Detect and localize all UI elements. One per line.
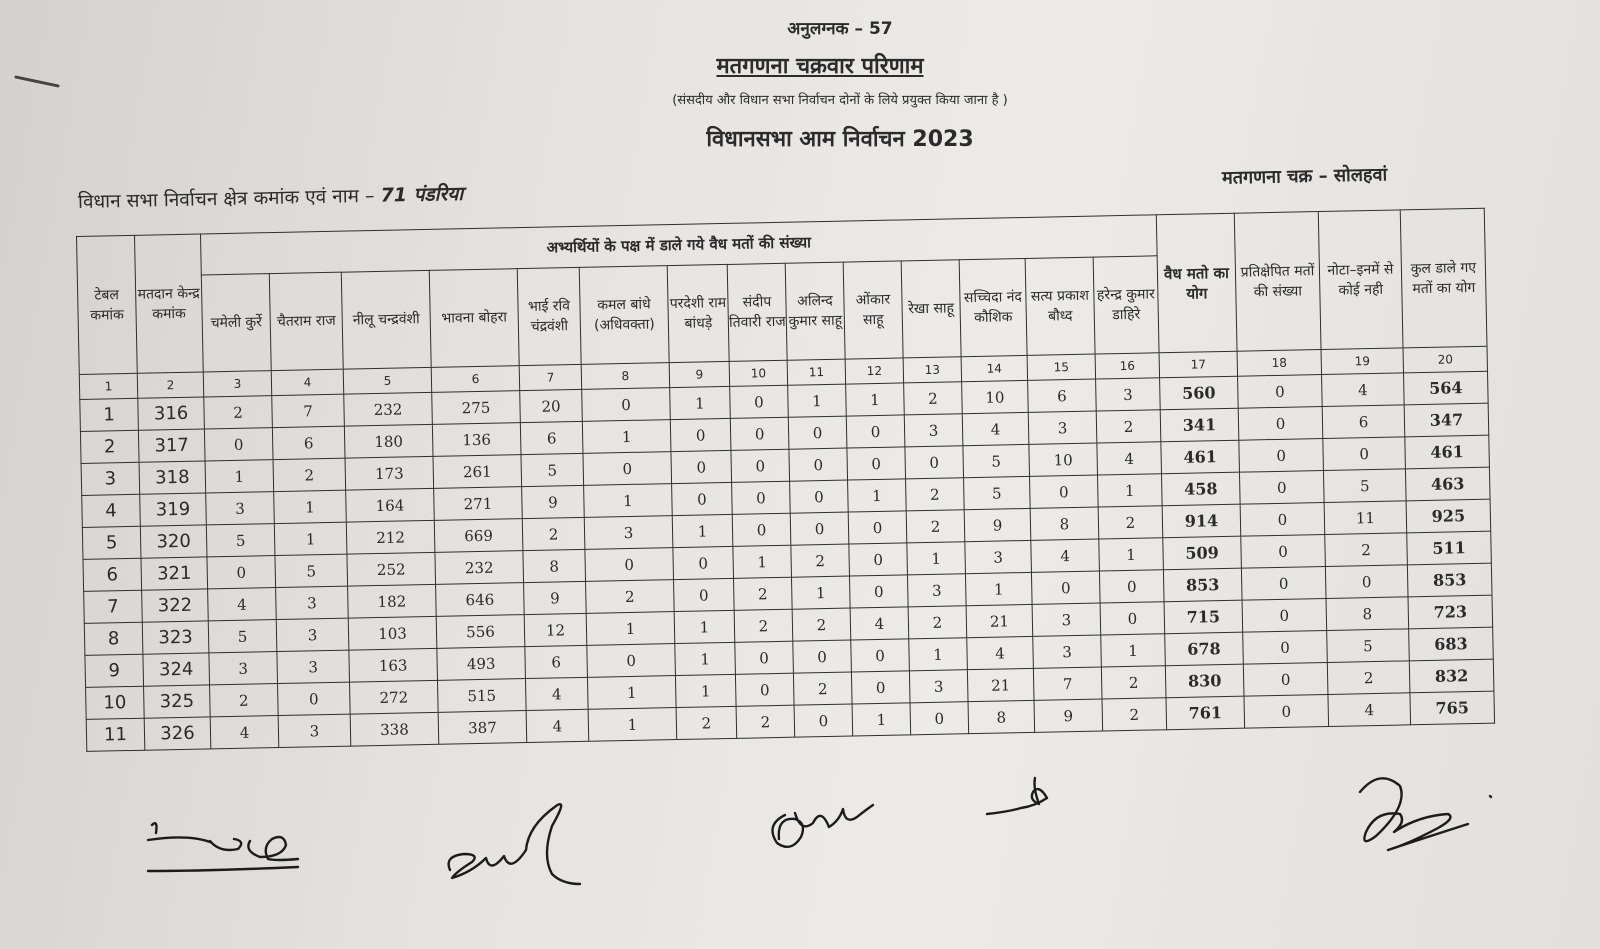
table-cell: 0 bbox=[583, 452, 672, 486]
table-cell: 2 bbox=[210, 684, 279, 717]
signature-1 bbox=[140, 815, 310, 885]
table-cell: 2 bbox=[204, 396, 273, 429]
table-cell: 323 bbox=[142, 621, 209, 654]
table-cell: 341 bbox=[1160, 408, 1239, 442]
table-cell: 7 bbox=[84, 590, 143, 623]
column-number-10: 10 bbox=[729, 360, 787, 386]
table-cell: 3 bbox=[209, 652, 278, 685]
table-cell: 1 bbox=[846, 383, 905, 416]
table-cell: 136 bbox=[432, 423, 521, 457]
table-cell: 1 bbox=[791, 576, 850, 609]
header-candidate-3: नीलू चन्द्रवंशी bbox=[341, 270, 431, 369]
table-cell: 2 bbox=[793, 672, 852, 705]
table-cell: 511 bbox=[1407, 531, 1492, 565]
election-name: विधानसभा आम निर्वाचन 2023 bbox=[706, 127, 974, 152]
table-cell: 1 bbox=[1101, 634, 1166, 667]
table-cell: 4 bbox=[1328, 693, 1411, 727]
table-cell: 3 bbox=[277, 650, 350, 683]
table-cell: 4 bbox=[1031, 539, 1100, 572]
table-cell: 853 bbox=[1163, 568, 1242, 602]
table-cell: 5 bbox=[206, 524, 275, 557]
table-cell: 3 bbox=[1032, 603, 1101, 636]
table-cell: 3 bbox=[278, 714, 351, 747]
table-cell: 2 bbox=[522, 517, 585, 550]
document-title bbox=[20, 50, 1600, 80]
table-cell: 8 bbox=[1030, 507, 1099, 540]
table-cell: 1 bbox=[274, 490, 347, 523]
table-cell: 7 bbox=[272, 394, 345, 427]
table-cell: 2 bbox=[273, 458, 346, 491]
table-cell: 326 bbox=[144, 717, 211, 750]
table-cell: 0 bbox=[851, 671, 910, 704]
column-number-19: 19 bbox=[1321, 348, 1403, 375]
table-cell: 5 bbox=[963, 444, 1030, 477]
annex-label: अनुलग्नक – 57 bbox=[787, 19, 893, 39]
header-table-no: टेबल कमांक bbox=[77, 235, 138, 374]
table-cell: 1 bbox=[674, 610, 735, 643]
table-cell: 0 bbox=[207, 556, 276, 589]
constituency-label: विधान सभा निर्वाचन क्षेत्र कमांक एवं नाम – bbox=[77, 184, 375, 213]
table-cell: 1 bbox=[205, 460, 274, 493]
column-number-9: 9 bbox=[669, 361, 729, 387]
column-number-5: 5 bbox=[343, 367, 431, 394]
table-cell: 4 bbox=[525, 677, 588, 710]
table-cell: 0 bbox=[204, 428, 273, 461]
table-cell: 0 bbox=[788, 416, 847, 449]
column-number-12: 12 bbox=[845, 358, 903, 384]
table-cell: 0 bbox=[790, 512, 849, 545]
signature-2 bbox=[440, 800, 600, 890]
header-candidate-5: भाई रवि चंद्रवंशी bbox=[517, 267, 581, 365]
usage-note: (संसदीय और विधान सभा निर्वाचन दोनों के लिये प्रयुक्त किया जाना है ) bbox=[672, 93, 1008, 108]
column-number-4: 4 bbox=[271, 369, 343, 395]
table-cell: 182 bbox=[348, 584, 437, 618]
table-cell: 1 bbox=[848, 479, 907, 512]
table-cell: 1 bbox=[788, 384, 847, 417]
table-cell: 0 bbox=[905, 446, 964, 479]
table-cell: 5 bbox=[964, 476, 1031, 509]
table-cell: 683 bbox=[1409, 627, 1494, 661]
table-cell: 164 bbox=[346, 488, 435, 522]
table-cell: 8 bbox=[84, 622, 143, 655]
table-cell: 8 bbox=[1326, 597, 1409, 631]
table-cell: 0 bbox=[672, 482, 733, 515]
table-cell: 0 bbox=[735, 641, 794, 674]
title-text: मतगणना चक्रवार परिणाम bbox=[716, 54, 924, 79]
column-number-2: 2 bbox=[137, 372, 203, 398]
table-cell: 0 bbox=[1238, 375, 1323, 409]
table-cell: 1 bbox=[1099, 538, 1164, 571]
table-cell: 3 bbox=[1033, 635, 1102, 668]
table-cell: 0 bbox=[1243, 630, 1328, 664]
header-candidate-13: सत्य प्रकाश बौध्द bbox=[1025, 257, 1095, 355]
table-cell: 9 bbox=[964, 508, 1031, 541]
table-cell: 6 bbox=[83, 558, 142, 591]
header-candidate-6: कमल बांधे (अधिवक्ता) bbox=[579, 266, 669, 365]
table-cell: 0 bbox=[848, 511, 907, 544]
results-table-wrapper bbox=[76, 208, 1495, 752]
table-cell: 11 bbox=[1324, 501, 1407, 535]
table-cell: 723 bbox=[1408, 595, 1493, 629]
table-cell: 4 bbox=[1322, 373, 1405, 407]
table-cell: 0 bbox=[1244, 694, 1329, 728]
table-cell: 914 bbox=[1162, 504, 1241, 538]
table-cell: 1 bbox=[675, 674, 736, 707]
table-cell: 275 bbox=[432, 391, 521, 425]
table-cell: 0 bbox=[673, 546, 734, 579]
table-cell: 0 bbox=[732, 513, 791, 546]
table-cell: 12 bbox=[524, 613, 587, 646]
table-cell: 232 bbox=[435, 551, 524, 585]
table-cell: 0 bbox=[1031, 571, 1100, 604]
table-cell: 832 bbox=[1409, 659, 1494, 693]
table-cell: 1 bbox=[965, 572, 1032, 605]
header-polling-station: मतदान केन्द्र कमांक bbox=[134, 234, 203, 373]
table-cell: 317 bbox=[138, 429, 205, 462]
table-cell: 1 bbox=[675, 642, 736, 675]
table-cell: 0 bbox=[849, 543, 908, 576]
table-cell: 212 bbox=[346, 520, 435, 554]
table-cell: 1 bbox=[670, 386, 731, 419]
table-cell: 3 bbox=[965, 540, 1032, 573]
table-cell: 0 bbox=[585, 548, 674, 582]
table-cell: 0 bbox=[1099, 570, 1164, 603]
table-cell: 173 bbox=[345, 456, 434, 490]
table-cell: 0 bbox=[731, 449, 790, 482]
table-cell: 1 bbox=[587, 676, 676, 710]
column-number-7: 7 bbox=[519, 364, 581, 390]
table-cell: 2 bbox=[1096, 410, 1161, 443]
header-candidate-1: चमेली कुर्रे bbox=[201, 274, 271, 372]
table-cell: 8 bbox=[968, 700, 1035, 733]
table-cell: 0 bbox=[1242, 598, 1327, 632]
table-cell: 319 bbox=[140, 493, 207, 526]
column-number-14: 14 bbox=[961, 355, 1027, 381]
table-cell: 3 bbox=[909, 670, 968, 703]
table-cell: 0 bbox=[1239, 471, 1324, 505]
table-cell: 2 bbox=[734, 577, 793, 610]
table-cell: 324 bbox=[143, 653, 210, 686]
column-number-6: 6 bbox=[431, 366, 519, 393]
table-cell: 1 bbox=[586, 612, 675, 646]
table-cell: 1 bbox=[672, 514, 733, 547]
table-cell: 765 bbox=[1410, 691, 1495, 725]
table-cell: 0 bbox=[674, 578, 735, 611]
table-cell: 4 bbox=[1097, 442, 1162, 475]
table-cell: 252 bbox=[347, 552, 436, 586]
table-cell: 515 bbox=[437, 679, 526, 713]
table-cell: 4 bbox=[82, 494, 141, 527]
table-cell: 5 bbox=[208, 620, 277, 653]
table-cell: 761 bbox=[1166, 696, 1245, 730]
header-nota: नोटा–इनमें से कोई नही bbox=[1318, 210, 1403, 350]
table-cell: 325 bbox=[144, 685, 211, 718]
results-table bbox=[76, 208, 1495, 752]
table-cell: 4 bbox=[208, 588, 277, 621]
table-cell: 1 bbox=[733, 545, 792, 578]
table-cell: 0 bbox=[671, 450, 732, 483]
table-cell: 8 bbox=[523, 549, 586, 582]
header-candidate-9: अलिन्द कुमार साहू bbox=[785, 262, 845, 360]
table-cell: 0 bbox=[851, 639, 910, 672]
table-cell: 5 bbox=[275, 554, 348, 587]
table-cell: 1 bbox=[80, 398, 139, 431]
table-cell: 1 bbox=[584, 484, 673, 518]
table-cell: 387 bbox=[438, 711, 527, 745]
table-cell: 320 bbox=[140, 525, 207, 558]
table-cell: 0 bbox=[1030, 475, 1099, 508]
table-cell: 2 bbox=[906, 478, 965, 511]
signature-5 bbox=[1340, 770, 1510, 860]
table-cell: 10 bbox=[1029, 443, 1098, 476]
table-cell: 6 bbox=[525, 645, 588, 678]
column-number-3: 3 bbox=[203, 371, 271, 397]
table-cell: 0 bbox=[670, 418, 731, 451]
table-cell: 7 bbox=[1033, 667, 1102, 700]
header-grand-total: कुल डाले गए मतों का योग bbox=[1400, 208, 1487, 348]
table-cell: 830 bbox=[1165, 664, 1244, 698]
table-cell: 9 bbox=[524, 581, 587, 614]
table-cell: 2 bbox=[792, 608, 851, 641]
table-cell: 458 bbox=[1161, 472, 1240, 506]
table-cell: 5 bbox=[1323, 469, 1406, 503]
table-cell: 0 bbox=[587, 644, 676, 678]
table-cell: 6 bbox=[520, 421, 583, 454]
table-cell: 9 bbox=[1034, 699, 1103, 732]
table-cell: 1 bbox=[909, 638, 968, 671]
signature-4 bbox=[985, 770, 1065, 830]
table-cell: 180 bbox=[344, 424, 433, 458]
table-cell: 2 bbox=[736, 705, 795, 738]
table-cell: 0 bbox=[582, 388, 671, 422]
table-cell: 5 bbox=[1327, 629, 1410, 663]
table-cell: 6 bbox=[1322, 405, 1405, 439]
column-number-13: 13 bbox=[903, 357, 961, 383]
header-candidate-11: रेखा साहू bbox=[901, 260, 961, 358]
table-cell: 0 bbox=[1100, 602, 1165, 635]
table-cell: 0 bbox=[732, 481, 791, 514]
table-cell: 2 bbox=[906, 510, 965, 543]
table-cell: 0 bbox=[735, 673, 794, 706]
table-cell: 0 bbox=[794, 704, 853, 737]
table-cell: 4 bbox=[850, 607, 909, 640]
table-cell: 556 bbox=[436, 615, 525, 649]
table-cell: 0 bbox=[846, 415, 905, 448]
table-cell: 0 bbox=[730, 417, 789, 450]
table-cell: 0 bbox=[849, 575, 908, 608]
table-cell: 1 bbox=[588, 708, 677, 742]
table-cell: 261 bbox=[433, 455, 522, 489]
table-cell: 0 bbox=[1323, 437, 1406, 471]
table-cell: 1 bbox=[907, 542, 966, 575]
table-cell: 0 bbox=[1243, 662, 1328, 696]
column-number-15: 15 bbox=[1027, 354, 1095, 380]
table-cell: 2 bbox=[1327, 661, 1410, 695]
header-candidate-2: चैतराम राज bbox=[269, 272, 343, 370]
column-number-17: 17 bbox=[1159, 351, 1237, 378]
table-cell: 20 bbox=[520, 389, 583, 422]
header-candidate-14: हरेन्द्र कुमार डाहिरे bbox=[1093, 256, 1159, 354]
table-cell: 5 bbox=[82, 526, 141, 559]
table-cell: 3 bbox=[907, 574, 966, 607]
table-cell: 2 bbox=[791, 544, 850, 577]
table-cell: 2 bbox=[734, 609, 793, 642]
table-cell: 6 bbox=[272, 426, 345, 459]
table-cell: 4 bbox=[967, 636, 1034, 669]
table-cell: 669 bbox=[434, 519, 523, 553]
table-cell: 6 bbox=[1028, 379, 1097, 412]
table-cell: 678 bbox=[1165, 632, 1244, 666]
table-cell: 11 bbox=[86, 718, 145, 751]
table-cell: 2 bbox=[1102, 698, 1167, 731]
table-cell: 853 bbox=[1407, 563, 1492, 597]
header-candidate-votes-group: अभ्यर्थियों के पक्ष में डाले गये वैध मतों की संख्या bbox=[200, 215, 1157, 275]
header-candidate-12: सच्चिदा नंद कौशिक bbox=[959, 258, 1027, 356]
table-cell: 0 bbox=[847, 447, 906, 480]
table-cell: 461 bbox=[1161, 440, 1240, 474]
constituency-line bbox=[78, 180, 464, 214]
table-cell: 21 bbox=[967, 668, 1034, 701]
table-cell: 0 bbox=[790, 480, 849, 513]
table-cell: 1 bbox=[852, 703, 911, 736]
header-valid-total: वैध मतो का योग bbox=[1156, 213, 1237, 353]
table-cell: 0 bbox=[1241, 566, 1326, 600]
table-cell: 9 bbox=[522, 485, 585, 518]
table-cell: 347 bbox=[1404, 403, 1489, 437]
table-cell: 715 bbox=[1164, 600, 1243, 634]
table-cell: 1 bbox=[582, 420, 671, 454]
table-cell: 4 bbox=[962, 412, 1029, 445]
column-number-1: 1 bbox=[79, 373, 137, 399]
table-cell: 3 bbox=[81, 462, 140, 495]
table-cell: 2 bbox=[80, 430, 139, 463]
table-cell: 0 bbox=[278, 682, 351, 715]
table-cell: 21 bbox=[966, 604, 1033, 637]
table-cell: 4 bbox=[526, 709, 589, 742]
table-cell: 2 bbox=[1101, 666, 1166, 699]
table-cell: 0 bbox=[730, 385, 789, 418]
column-number-16: 16 bbox=[1095, 353, 1159, 379]
table-cell: 646 bbox=[436, 583, 525, 617]
header-candidate-8: संदीप तिवारी राज bbox=[727, 263, 787, 361]
table-cell: 564 bbox=[1404, 371, 1489, 405]
table-cell: 3 bbox=[276, 618, 349, 651]
table-cell: 461 bbox=[1405, 435, 1490, 469]
table-cell: 560 bbox=[1160, 376, 1239, 410]
table-cell: 10 bbox=[86, 686, 145, 719]
table-cell: 3 bbox=[1028, 411, 1097, 444]
header-candidate-10: ओंकार साहू bbox=[843, 261, 903, 359]
table-cell: 10 bbox=[962, 380, 1029, 413]
column-number-18: 18 bbox=[1237, 350, 1321, 377]
table-cell: 3 bbox=[206, 492, 275, 525]
counting-round: मतगणना चक्र – सोलहवां bbox=[1221, 164, 1388, 189]
table-cell: 463 bbox=[1405, 467, 1490, 501]
table-cell: 2 bbox=[908, 606, 967, 639]
constituency-name: 71 पंडरिया bbox=[380, 182, 464, 207]
table-cell: 322 bbox=[142, 589, 209, 622]
table-cell: 509 bbox=[1163, 536, 1242, 570]
table-cell: 2 bbox=[676, 706, 737, 739]
table-cell: 0 bbox=[789, 448, 848, 481]
table-cell: 9 bbox=[85, 654, 144, 687]
table-cell: 3 bbox=[276, 586, 349, 619]
table-cell: 2 bbox=[1098, 506, 1163, 539]
table-cell: 1 bbox=[1098, 474, 1163, 507]
table-cell: 0 bbox=[1240, 503, 1325, 537]
header-candidate-7: परदेशी राम बांधड़े bbox=[667, 264, 729, 362]
table-cell: 0 bbox=[1325, 565, 1408, 599]
column-number-20: 20 bbox=[1403, 346, 1487, 373]
table-cell: 232 bbox=[344, 392, 433, 426]
table-cell: 316 bbox=[138, 397, 205, 430]
table-cell: 271 bbox=[434, 487, 523, 521]
table-cell: 493 bbox=[437, 647, 526, 681]
column-number-11: 11 bbox=[787, 359, 845, 385]
table-cell: 3 bbox=[1096, 378, 1161, 411]
table-cell: 925 bbox=[1406, 499, 1491, 533]
table-cell: 3 bbox=[904, 414, 963, 447]
table-cell: 4 bbox=[210, 716, 279, 749]
table-cell: 2 bbox=[904, 382, 963, 415]
column-number-8: 8 bbox=[581, 363, 669, 390]
table-cell: 1 bbox=[274, 522, 347, 555]
table-cell: 338 bbox=[350, 712, 439, 746]
table-cell: 163 bbox=[349, 648, 438, 682]
signature-3 bbox=[765, 795, 885, 855]
table-cell: 2 bbox=[1325, 533, 1408, 567]
table-cell: 3 bbox=[584, 516, 673, 550]
table-cell: 0 bbox=[1241, 534, 1326, 568]
table-cell: 2 bbox=[586, 580, 675, 614]
table-cell: 0 bbox=[910, 702, 969, 735]
header-rejected: प्रतिक्षेपित मतों की संख्या bbox=[1234, 212, 1321, 352]
table-cell: 0 bbox=[1239, 439, 1324, 473]
table-cell: 272 bbox=[350, 680, 439, 714]
table-cell: 321 bbox=[141, 557, 208, 590]
results-body bbox=[79, 346, 1494, 751]
table-cell: 5 bbox=[521, 453, 584, 486]
table-cell: 318 bbox=[139, 461, 206, 494]
header-candidate-4: भावना बोहरा bbox=[429, 269, 519, 368]
table-cell: 103 bbox=[348, 616, 437, 650]
table-cell: 0 bbox=[793, 640, 852, 673]
table-cell: 0 bbox=[1238, 407, 1323, 441]
